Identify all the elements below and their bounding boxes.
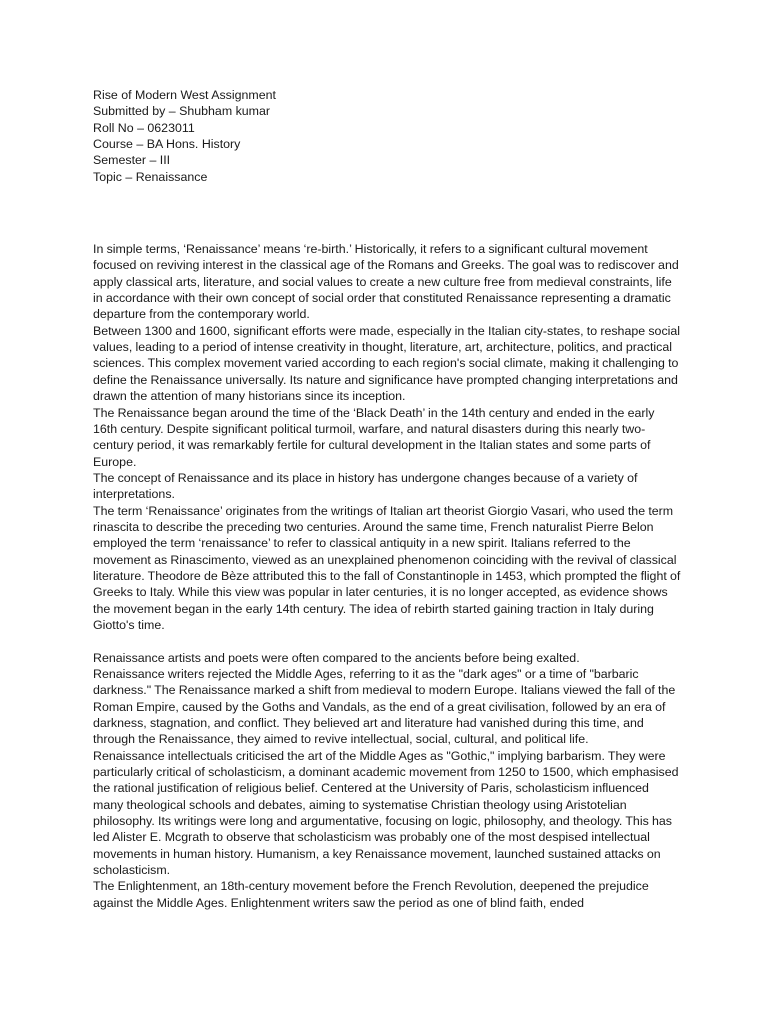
assignment-header xyxy=(93,87,681,185)
paragraph-gap xyxy=(93,633,681,649)
paragraph-definition: In simple terms, ‘Renaissance’ means ‘re-birth.’ Historically, it refers to a significant cultural movement focused on reviving interest in the classical age of the Romans and Greeks. The goal was to rediscover and apply classical arts, literature, and social values to create a new culture free from medieval constraints, life in accordance with their own concept of social order that constituted Renaissance representing a dramatic departure from the contemporary world. xyxy=(93,242,679,322)
course: Course – BA Hons. History xyxy=(93,137,241,152)
paragraph-artists: Renaissance artists and poets were often compared to the ancients before being exalted. xyxy=(93,650,580,665)
paragraph-enlightenment: The Enlightenment, an 18th-century movement before the French Revolution, deepened the prejudice against the Middle Ages. Enlightenment writers saw the period as one of blind faith, ended xyxy=(93,879,649,910)
topic: Topic – Renaissance xyxy=(93,169,208,184)
document-content xyxy=(93,87,681,911)
roll-number: Roll No – 0623011 xyxy=(93,120,195,135)
semester: Semester – III xyxy=(93,153,171,168)
paragraph-term-origin: The term ‘Renaissance’ originates from the writings of Italian art theorist Giorgio Vasari, who used the term rinascita to describe the preceding two centuries. Around the same time, French naturalist Pierre Belon employed the term ‘renaissance’ to refer to classical antiquity in a new spirit. Italians referred to the movement as Rinascimento, viewed as an unexplained phenomenon coinciding with the revival of classical literature. Theodore de Bèze attributed this to the fall of Constantinople in 1453, which prompted the flight of Greeks to Italy. While this view was popular in later centuries, it is no longer accepted, as evidence shows the movement began in the early 14th century. The idea of rebirth started gaining traction in Italy during Giotto's time. xyxy=(93,503,681,632)
paragraph-period: Between 1300 and 1600, significant efforts were made, especially in the Italian city-states, to reshape social values, leading to a period of intense creativity in thought, literature, art, architecture, politics, and practical sciences. This complex movement varied according to each region's social climate, making it challenging to define the Renaissance universally. Its nature and significance have prompted changing interpretations and drawn the attention of many historians since its inception. xyxy=(93,323,681,404)
paragraph-concept: The concept of Renaissance and its place in history has undergone changes because of a variety of interpretations. xyxy=(93,470,638,502)
assignment-title: Rise of Modern West Assignment xyxy=(93,88,276,102)
paragraph-dark-ages: Renaissance writers rejected the Middle Ages, referring to it as the "dark ages" or a time of "barbaric darkness." The Renaissance marked a shift from medieval to modern Europe. Italians viewed the fall of the Roman Empire, caused by the Goths and Vandals, as the end of a great civilisation, followed by an era of darkness, stagnation, and conflict. They believed art and literature had vanished during this time, and through the Renaissance, they aimed to revive intellectual, social, cultural, and political life. xyxy=(93,667,676,747)
paragraph-black-death: The Renaissance began around the time of the ‘Black Death’ in the 14th century and ended in the early 16th century. Despite significant political turmoil, warfare, and natural disasters during this nearly two-century period, it was remarkably fertile for cultural development in the Italian states and some parts of Europe. xyxy=(93,405,655,469)
paragraph-scholasticism: Renaissance intellectuals criticised the art of the Middle Ages as "Gothic," implying barbarism. They were particularly critical of scholasticism, a dominant academic movement from 1250 to 1500, which emphasised the rational justification of religious belief. Centered at the University of Paris, scholasticism influenced many theological schools and debates, aiming to systematise Christian theology using Aristotelian philosophy. Its writings were long and argumentative, focusing on logic, philosophy, and theology. This has led Alister E. Mcgrath to observe that scholasticism was probably one of the most despised intellectual movements in human history. Humanism, a key Renaissance movement, launched sustained attacks on scholasticism. xyxy=(93,748,679,878)
submitted-by: Submitted by – Shubham kumar xyxy=(93,104,271,119)
